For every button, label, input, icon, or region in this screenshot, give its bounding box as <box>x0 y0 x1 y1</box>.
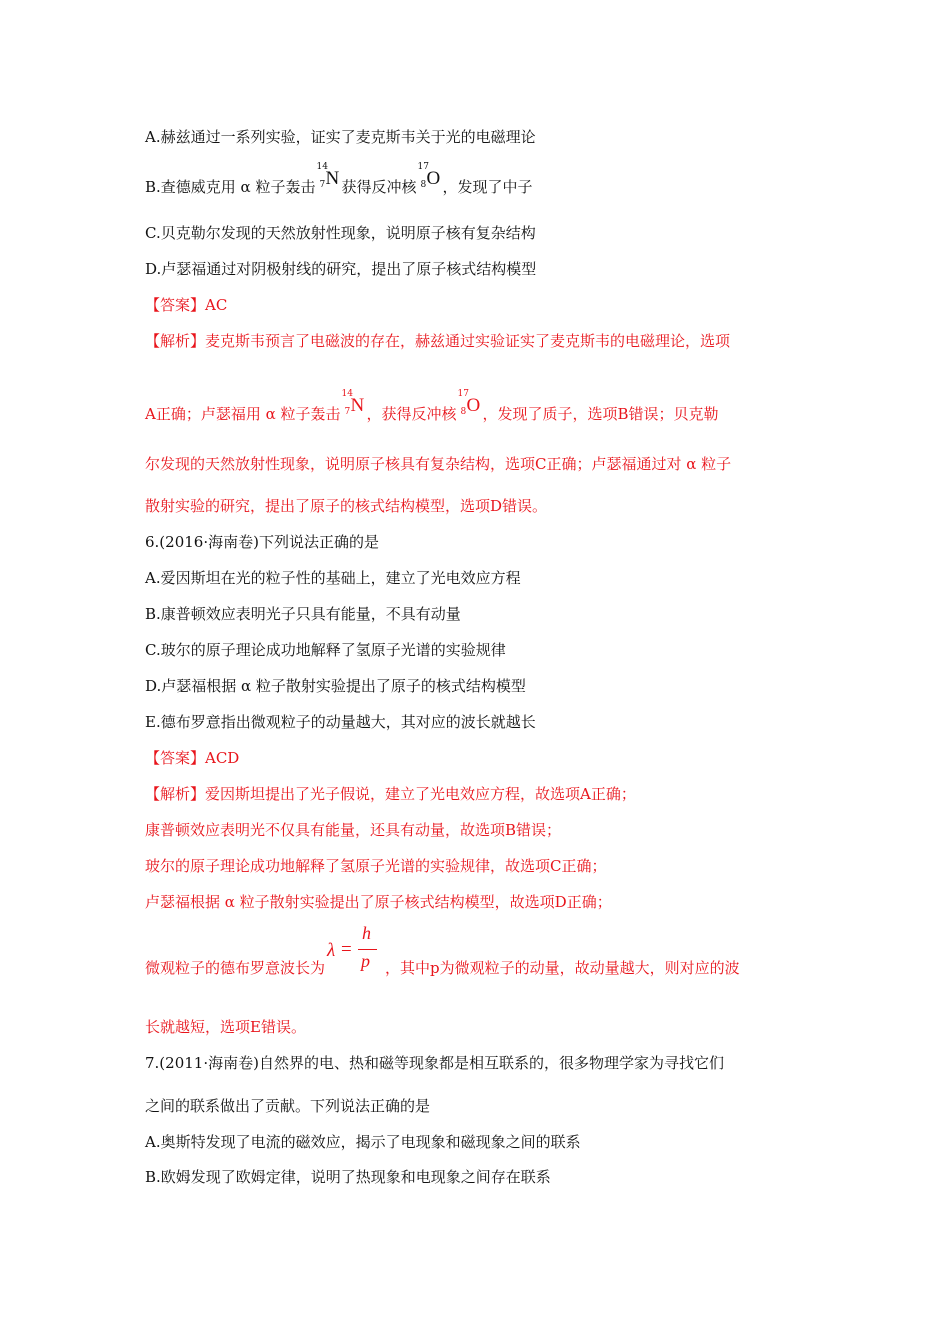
q5-explanation-line4: 散射实验的研究，提出了原子的核式结构模型，选项D错误。 <box>145 497 548 515</box>
q6-option-d: D.卢瑟福根据 α 粒子散射实验提出了原子的核式结构模型 <box>145 677 526 695</box>
nitrogen-14-nuclide: 14 7 N <box>341 389 365 417</box>
q5-option-c: C.贝克勒尔发现的天然放射性现象，说明原子核有复杂结构 <box>145 224 536 242</box>
q5-answer: 【答案】AC <box>145 296 228 314</box>
q7-title-line1: 7.(2011·海南卷)自然界的电、热和磁等现象都是相互联系的，很多物理学家为寻找它们 <box>145 1054 724 1072</box>
q5-explanation-line1: 【解析】麦克斯韦预言了电磁波的存在，赫兹通过实验证实了麦克斯韦的电磁理论，选项 <box>145 332 731 350</box>
q7-option-b: B.欧姆发现了欧姆定律，说明了热现象和电现象之间存在联系 <box>145 1168 551 1186</box>
q6-explanation-line3: 玻尔的原子理论成功地解释了氢原子光谱的实验规律，故选项C正确； <box>145 857 607 875</box>
q5-option-a: A.赫兹通过一系列实验，证实了麦克斯韦关于光的电磁理论 <box>145 128 536 146</box>
q6-explanation-line4: 卢瑟福根据 α 粒子散射实验提出了原子核式结构模型，故选项D正确； <box>145 893 612 911</box>
q6-option-a: A.爱因斯坦在光的粒子性的基础上，建立了光电效应方程 <box>145 569 521 587</box>
q5-option-d: D.卢瑟福通过对阴极射线的研究，提出了原子核式结构模型 <box>145 260 537 278</box>
q5-explanation-line2: A正确；卢瑟福用 α 粒子轰击 14 7 N ，获得反冲核 17 8 O ，发现了质子，选项B错误；贝克勒 <box>145 389 719 423</box>
q7-option-a: A.奥斯特发现了电流的磁效应，揭示了电现象和磁现象之间的联系 <box>145 1133 581 1151</box>
fraction-bar <box>358 949 377 950</box>
oxygen-17-nuclide: 17 8 O <box>417 162 441 190</box>
q6-explanation-line1: 【解析】爱因斯坦提出了光子假说，建立了光电效应方程，故选项A正确； <box>145 785 636 803</box>
q6-answer: 【答案】ACD <box>145 749 240 767</box>
q6-option-e: E.德布罗意指出微观粒子的动量越大，其对应的波长就越长 <box>145 713 536 731</box>
q5-option-b: B.查德威克用 α 粒子轰击 14 7 N 获得反冲核 17 8 O ，发现了中子 <box>145 162 533 196</box>
q6-explanation-line6: 长就越短，选项E错误。 <box>145 1018 306 1036</box>
de-broglie-formula: λ = h p <box>325 953 385 973</box>
q7-title-line2: 之间的联系做出了贡献。下列说法正确的是 <box>145 1097 431 1115</box>
q5-explanation-line3: 尔发现的天然放射性现象，说明原子核具有复杂结构，选项C正确；卢瑟福通过对 α 粒子 <box>145 455 732 473</box>
q6-explanation-line5: 微观粒子的德布罗意波长为 λ = h p ，其中p为微观粒子的动量，故动量越大，则对应的波 <box>145 923 740 977</box>
q6-explanation-line2: 康普顿效应表明光不仅具有能量，还具有动量，故选项B错误； <box>145 821 562 839</box>
q6-option-b: B.康普顿效应表明光子只具有能量，不具有动量 <box>145 605 461 623</box>
q6-title: 6.(2016·海南卷)下列说法正确的是 <box>145 533 379 551</box>
q6-option-c: C.玻尔的原子理论成功地解释了氢原子光谱的实验规律 <box>145 641 506 659</box>
oxygen-17-nuclide: 17 8 O <box>457 389 481 417</box>
nitrogen-14-nuclide: 14 7 N <box>316 162 340 190</box>
